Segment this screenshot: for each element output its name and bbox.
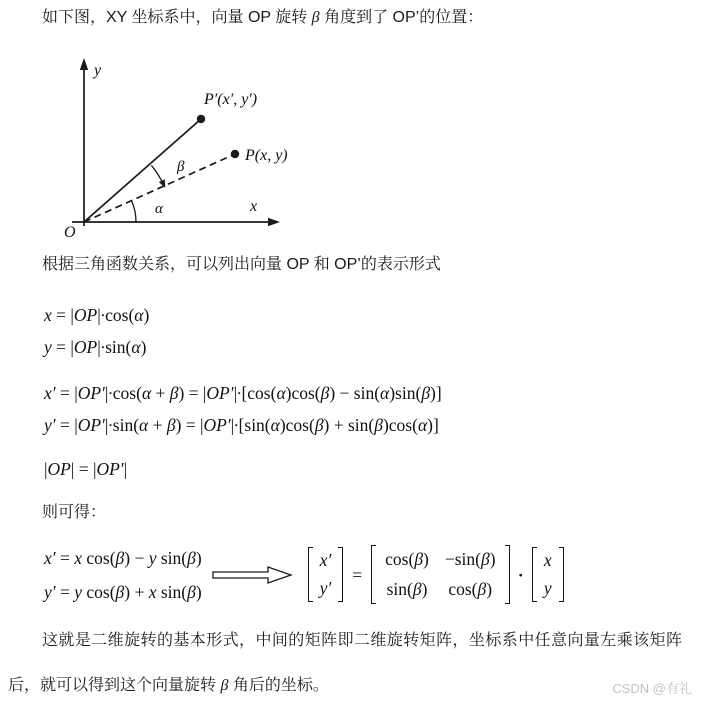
formula-y-prime: y′ = |OP′|∙sin(α + β) = |OP′|∙[sin(α)cos(β) + sin(β)cos(α)] (44, 415, 439, 435)
rotation-figure (52, 54, 694, 249)
matrix-entry: cos(β) (448, 578, 493, 599)
final-equation-row (44, 545, 694, 604)
point-p (231, 150, 239, 158)
outro-beta-symbol: β (220, 677, 229, 694)
p-prime-label: P′(x′, y′) (204, 91, 258, 108)
intro-text-1: 如下图，XY 坐标系中，向量 OP 旋转 (42, 9, 312, 26)
right-bracket (338, 547, 343, 602)
outro-text-2: 角后的坐标。 (228, 677, 329, 694)
formula-y: y = |OP|∙sin(α) (44, 337, 147, 357)
input-vector (532, 547, 564, 602)
vector-entry: x′ (319, 550, 332, 570)
rotation-matrix-entries (376, 545, 504, 604)
equals-sign: = (352, 564, 363, 585)
vector-entry: y (543, 577, 552, 598)
rotation-diagram (52, 54, 310, 244)
p-label: P(x, y) (245, 147, 288, 164)
result-vector (308, 547, 344, 602)
formula-x-prime: x′ = |OP′|∙cos(α + β) = |OP′|∙[cos(α)cos(β) − sin(α)sin(β)] (44, 383, 442, 403)
outro-paragraph (8, 618, 682, 708)
outro-text-1: 这就是二维旋转的基本形式，中间的矩阵即二维旋转矩阵，坐标系中任意向量左乘该矩阵后，就可以得到这个向量旋转 (8, 632, 682, 694)
matrix-entry: cos(β) (385, 549, 429, 569)
alpha-arc (132, 201, 137, 222)
alpha-label: α (155, 201, 163, 217)
beta-arc (151, 165, 162, 181)
formula-x-rotation: x′ = x cos(β) − y sin(β) (44, 547, 202, 568)
implies-arrow-icon (212, 564, 294, 586)
intro-beta-symbol: β (311, 9, 320, 26)
dot-operator: ∙ (518, 564, 523, 585)
matrix-entry: sin(β) (386, 578, 428, 599)
then-paragraph: 则可得： (42, 504, 107, 521)
formula-x: x = |OP|∙cos(α) (44, 305, 150, 325)
y-axis-arrowhead (80, 58, 88, 70)
rotation-matrix (371, 545, 509, 604)
point-p-prime (197, 115, 205, 123)
relation-paragraph: 根据三角函数关系，可以列出向量 OP 和 OP’的表示形式 (42, 256, 441, 273)
formula-y-rotation: y′ = y cos(β) + x sin(β) (44, 581, 202, 602)
x-axis-arrowhead (268, 218, 280, 226)
result-vector-entries (313, 547, 339, 602)
origin-label: O (64, 224, 76, 241)
y-axis-label: y (94, 62, 102, 79)
beta-label: β (177, 159, 185, 175)
x-axis-label: x (250, 198, 258, 215)
intro-text-2: 角度到了 OP’的位置： (319, 9, 484, 26)
right-bracket (505, 545, 510, 604)
scalar-rotation-equations (44, 546, 202, 604)
formula-magnitude-equality: |OP| = |OP′| (44, 459, 128, 479)
watermark: CSDN @有礼 (612, 681, 692, 696)
right-bracket (559, 547, 564, 602)
input-vector-entries (537, 547, 559, 602)
matrix-equation (308, 545, 564, 604)
vector-entry: y′ (319, 577, 332, 598)
vector-entry: x (543, 550, 552, 570)
intro-paragraph (8, 6, 694, 30)
matrix-entry: −sin(β) (444, 549, 496, 569)
